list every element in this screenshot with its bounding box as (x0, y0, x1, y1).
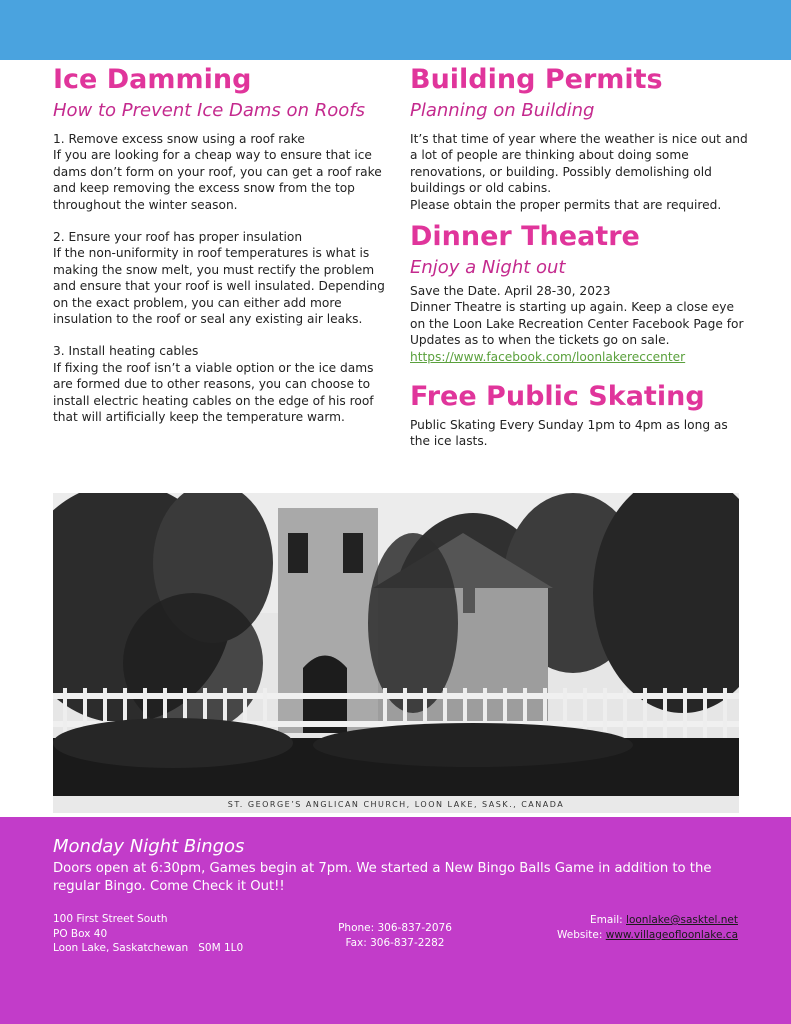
public-skating-body: Public Skating Every Sunday 1pm to 4pm as long as the ice lasts. (410, 418, 728, 449)
ice-damming-section (53, 62, 390, 426)
building-permits-body: It’s that time of year where the weather is nice out and a lot of people are thinking about doing some renovations, or building. Possibly demolishing old buildings or old cabins. (410, 132, 748, 196)
step2-body: If the non-uniformity in roof temperatures is what is making the snow melt, you must rectify the problem and ensure that your roof is well insulated. Depending on the exact problem, you can either add more insulation to the roof or seal any existing air leaks. (53, 246, 385, 327)
step1-body: If you are looking for a cheap way to ensure that ice dams don’t form on your roof, you can get a roof rake and keep removing the excess snow from the top throughout the winter season. (53, 148, 382, 212)
right-column (410, 62, 750, 450)
public-skating-title: Free Public Skating (410, 381, 705, 413)
building-permits-subtitle: Planning on Building (410, 100, 595, 121)
address-line-1: 100 First Street South (53, 913, 168, 925)
step3-body: If fixing the roof isn’t a viable option or the ice dams are formed due to other reasons, you can choose to install electric heating cables on the edge of his roof that will artificially keep the temperature warm. (53, 360, 374, 425)
footer (0, 817, 791, 1024)
step1-heading: 1. Remove excess snow using a roof rake (53, 132, 305, 146)
dinner-theatre-date: Save the Date. April 28-30, 2023 (410, 284, 611, 299)
phone-block (320, 921, 470, 950)
building-permits-body-2: Please obtain the proper permits that are required. (410, 197, 722, 212)
dinner-theatre-subtitle: Enjoy a Night out (410, 257, 566, 279)
dinner-theatre-body: Dinner Theatre is starting up again. Keep a close eye on the Loon Lake Recreation Center Facebook Page for Updates as to when the tickets go on sale. (410, 300, 744, 348)
fax-number: Fax: 306-837-2282 (345, 936, 445, 949)
building-permits-title: Building Permits (410, 64, 663, 95)
church-illustration (53, 493, 739, 813)
contact-block (557, 913, 738, 942)
bingo-title: Monday Night Bingos (53, 836, 245, 857)
bingo-text: Doors open at 6:30pm, Games begin at 7pm. We started a New Bingo Balls Game in addition to the regular Bingo. Come Check it Out!! (53, 861, 712, 894)
website-link[interactable]: www.villageofloonlake.ca (605, 928, 738, 941)
address-line-3: Loon Lake, Saskatchewan S0M 1L0 (53, 942, 244, 954)
step2-heading: 2. Ensure your roof has proper insulation (53, 230, 303, 245)
website-label: Website: (556, 928, 603, 941)
ice-damming-subtitle: How to Prevent Ice Dams on Roofs (53, 100, 365, 121)
email-line (557, 913, 738, 928)
facebook-link[interactable]: https://www.facebook.com/loonlakereccenter (410, 349, 686, 364)
address-block (53, 912, 243, 956)
ice-damming-title: Ice Damming (53, 64, 252, 95)
step3-heading: 3. Install heating cables (53, 344, 199, 359)
email-link[interactable]: loonlake@sasktel.net (626, 914, 738, 926)
address-line-2: PO Box 40 (53, 927, 108, 940)
dinner-theatre-title: Dinner Theatre (410, 221, 640, 253)
photo-caption: ST. GEORGE’S ANGLICAN CHURCH, LOON LAKE, SASK., CANADA (227, 800, 565, 809)
email-label: Email: (590, 914, 623, 926)
top-banner (0, 0, 791, 60)
church-photo (53, 493, 739, 813)
phone-number: Phone: 306-837-2076 (338, 922, 452, 934)
website-line (557, 928, 738, 943)
